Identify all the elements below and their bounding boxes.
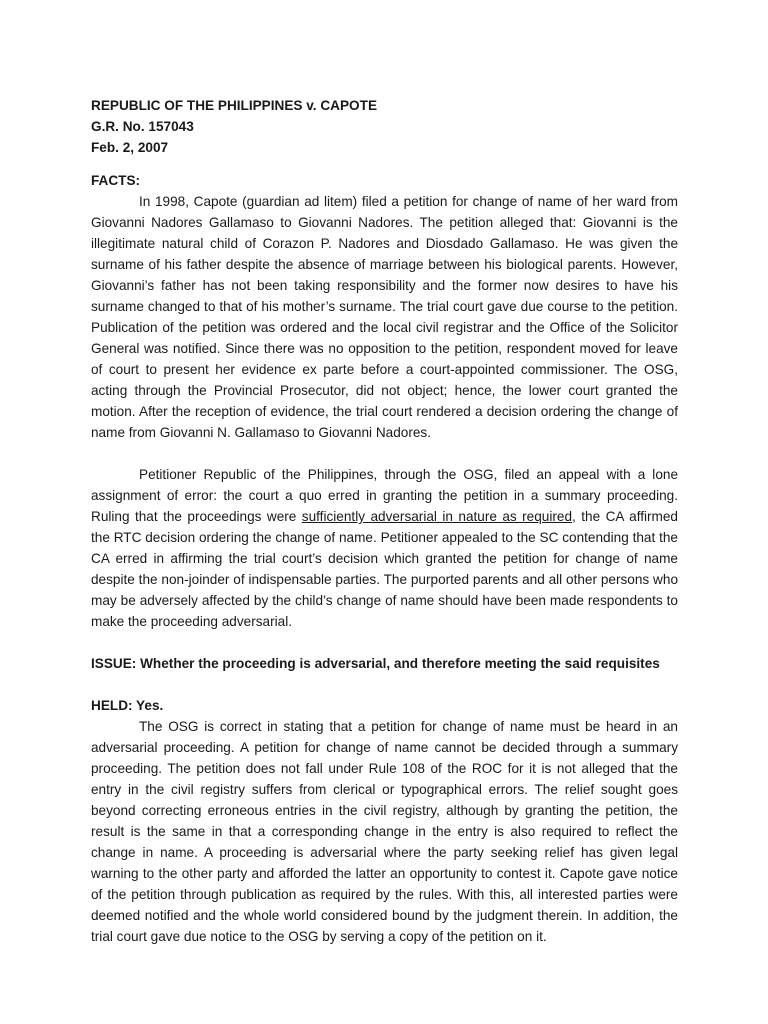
- issue-statement: ISSUE: Whether the proceeding is adversarial, and therefore meeting the said requisites: [91, 656, 660, 671]
- held-label: HELD: Yes.: [91, 698, 164, 713]
- case-date: Feb. 2, 2007: [91, 140, 169, 155]
- held-paragraph-1: The OSG is correct in stating that a petition for change of name must be heard in an adversarial proceeding. A petition for change of name cannot be decided through a summary proceeding. The petition does not fall under Rule 108 of the ROC for it is not alleged that the entry in the civil registry suffers from clerical or typographical errors. The relief sought goes beyond correcting erroneous entries in the civil registry, although by granting the petition, the result is the same in that a corresponding change in the entry is also required to reflect the change in name. A proceeding is adversarial where the party seeking relief has given legal warning to the other party and afforded the latter an opportunity to contest it. Capote gave notice of the petition through publication as required by the rules. With this, all interested parties were deemed notified and the whole world considered bound by the judgment therein. In addition, the trial court gave due notice to the OSG by serving a copy of the petition on it.: [91, 719, 678, 944]
- facts-paragraph-2-start: Petitioner Republic of the Philippines, through the OSG, filed an appeal with a lone assignment of error: the court a quo erred in granting the petition in a summary proceeding. Ruling that the proceedings were: [91, 467, 678, 524]
- document-page: [91, 95, 678, 947]
- facts-label: FACTS:: [91, 173, 141, 188]
- case-title: REPUBLIC OF THE PHILIPPINES v. CAPOTE: [91, 98, 378, 113]
- case-heading: [91, 95, 678, 158]
- facts-paragraph-1: In 1998, Capote (guardian ad litem) filed a petition for change of name of her ward from Giovanni Nadores Gallamaso to Giovanni Nadores. The petition alleged that: Giovanni is the illegitimate natural child of Corazon P. Nadores and Diosdado Gallamaso. He was given the surname of his father despite the absence of marriage between his biological parents. However, Giovanni’s father has not been taking responsibility and the former now desires to have his surname changed to that of his mother’s surname. The trial court gave due course to the petition. Publication of the petition was ordered and the local civil registrar and the Office of the Solicitor General was notified. Since there was no opposition to the petition, respondent moved for leave of court to present her evidence ex parte before a court-appointed commissioner. The OSG, acting through the Provincial Prosecutor, did not object; hence, the lower court granted the motion. After the reception of evidence, the trial court rendered a decision ordering the change of name from Giovanni N. Gallamaso to Giovanni Nadores.: [91, 194, 678, 440]
- facts-paragraph-2: [91, 464, 678, 632]
- underlined-phrase: sufficiently adversarial in nature as required: [301, 509, 573, 524]
- case-gr-number: G.R. No. 157043: [91, 119, 194, 134]
- facts-paragraph-2-end: , the CA affirmed the RTC decision ordering the change of name. Petitioner appealed to the SC contending that the CA erred in affirming the trial court’s decision which granted the petition for change of name despite the non-joinder of indispensable parties. The purported parents and all other persons who may be adversely affected by the child’s change of name should have been made respondents to make the proceeding adversarial.: [91, 509, 678, 629]
